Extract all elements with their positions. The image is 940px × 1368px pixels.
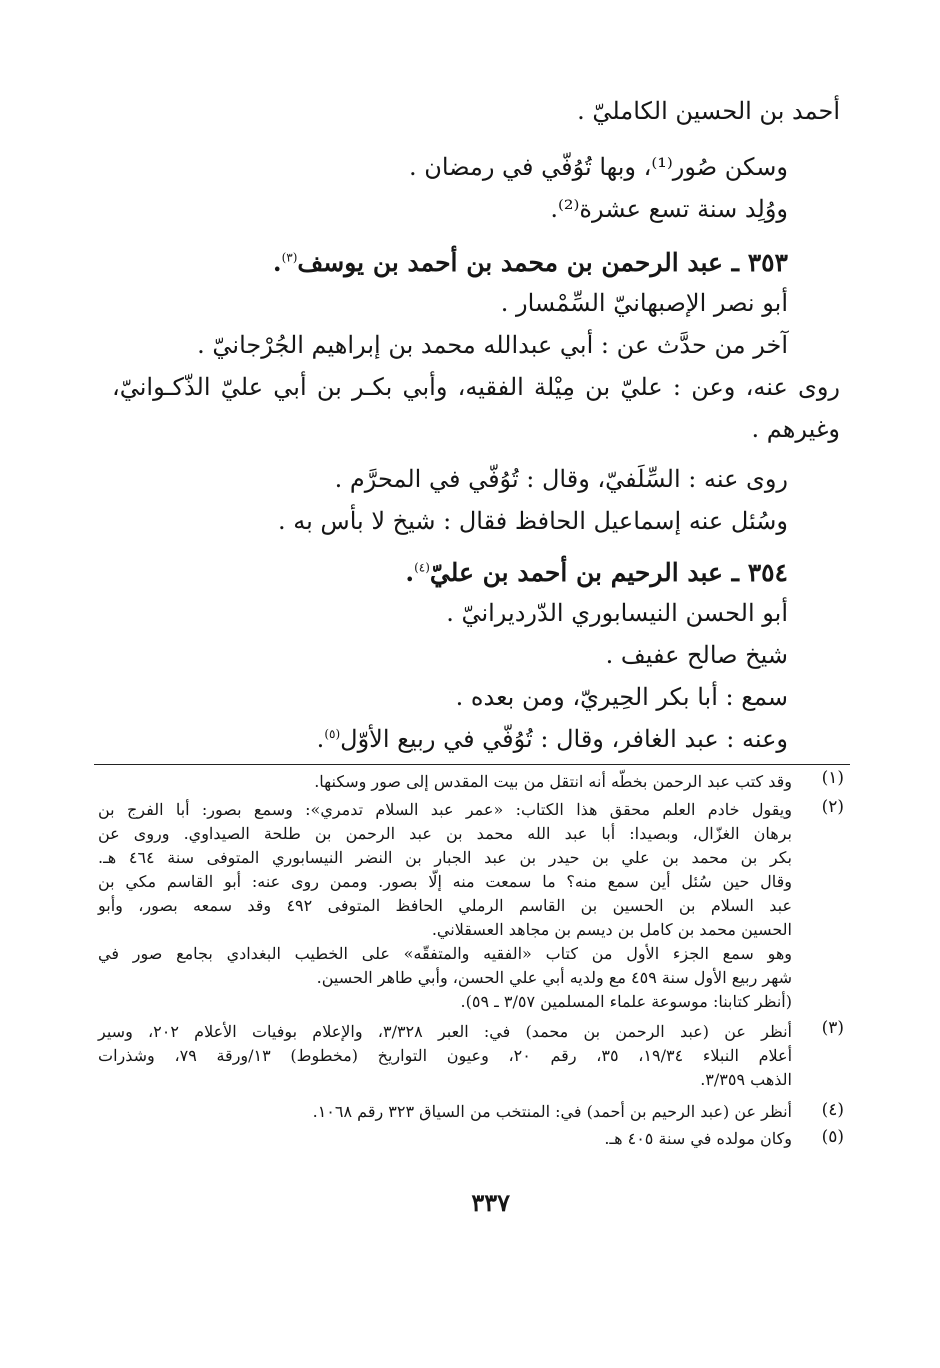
entry-354-heading: ٣٥٤ ـ عبد الرحيم بن أحمد بن عليّ$^{(٤)}$. — [405, 558, 788, 587]
footnote-line: ويقول خادم العلم محقق هذا الكتاب: «عمر عبد السلام تدمري»: وسمع بصور: أبا الفرج بن — [98, 800, 792, 819]
footnote-line: عبد السلام بن الحسين بن القاسم الرملي الحافظ المتوفى ٤٩٢ وقد سمعه بصور، وأبو — [98, 896, 792, 915]
footnote-line: برهان الغزّال، وبصيدا: أبا عبد الله محمد بن عبد الرحمن بن طلحة الصيداوي. وروى عن — [98, 824, 792, 843]
footnote-number: (٤) — [821, 1100, 844, 1120]
footnote-line: وكان مولده في سنة ٤٠٥ هـ. — [604, 1129, 792, 1148]
footnote-ref: (٥) — [324, 727, 341, 741]
footnote-line: أنظر عن (عبد الرحمن بن محمد) في: العبر ٣/٣٢٨، والإعلام بوفيات الأعلام ٢٠٢، وسير — [98, 1022, 792, 1041]
footnote-number: (١) — [821, 768, 844, 788]
text-line: آخر من حدَّث عن : أبي عبدالله محمد بن إبراهيم الجُرْجانيّ . — [197, 331, 788, 359]
text-line: أبو الحسن النيسابوري الدّرديرانيّ . — [446, 599, 788, 627]
footnote-line: وقد كتب عبد الرحمن بخطّه أنه انتقل من بيت المقدس إلى صور وسكنها. — [314, 772, 792, 791]
footnote-ref: (٣) — [281, 250, 298, 265]
footnote-number: (٣) — [821, 1018, 844, 1038]
footnote-ref: (٤) — [414, 560, 430, 575]
footnote-divider — [94, 764, 850, 765]
text-line-body: وعنه : عبد الغافر، وقال : تُوُفّي في ربيع الأوّل — [340, 725, 788, 753]
text-line: وسكن صُور⁽¹⁾، وبها تُوُفّي في رمضان . — [408, 153, 788, 181]
text-line: روى عنه : السِّلَفيّ، وقال : تُوُفّي في المحرَّم . — [334, 465, 788, 493]
text-line: سمع : أبا بكر الحِيريّ، ومن بعده . — [455, 683, 788, 711]
text-line: وعنه : عبد الغافر، وقال : تُوُفّي في ربيع الأوّل$^{(٥)}$. — [316, 725, 788, 753]
footnote-line: (أنظر كتابنا: موسوعة علماء المسلمين ٣/٥٧ ـ ٥٩). — [460, 992, 792, 1011]
text-line: أحمد بن الحسين الكامليّ . — [577, 97, 840, 125]
footnote-line: الحسين محمد بن كامل بن ديسم بن مجاهد العسقلاني. — [431, 920, 792, 939]
entry-heading-text: ٣٥٣ ـ عبد الرحمن بن محمد بن أحمد بن يوسف — [297, 248, 788, 277]
text-line: شيخ صالح عفيف . — [605, 641, 788, 669]
footnote-line: الذهب ٣/٣٥٩. — [700, 1070, 792, 1089]
text-line: أبو نصر الإصبهانيّ السِّمْسار . — [500, 289, 788, 317]
footnote-line: أعلام النبلاء ١٩/٣٤، ٣٥، رقم ٢٠، وعيون التواريخ (مخطوط) ١٣/ورقة ٧٩، وشذرات — [98, 1046, 793, 1065]
text-line: روى عنه، وعن : عليّ بن مِيْلة الفقيه، وأبي بكـر بن أبي عليّ الذّكـوانيّ، — [112, 373, 840, 401]
page-number: ٣٣٧ — [471, 1188, 510, 1217]
text-line: وغيرهم . — [751, 415, 840, 443]
footnote-line: وقال حين سُئل أين سمع منه؟ ما سمعت منه إلّا بصور. وممن روى عنه: أبو القاسم مكي بن — [98, 872, 792, 891]
entry-heading-text: ٣٥٤ ـ عبد الرحيم بن أحمد بن عليّ — [429, 558, 788, 587]
footnote-line: وهو سمع الجزء الأول من كتاب «الفقيه والمتفقّه» على الخطيب البغدادي بجامع صور في — [98, 944, 793, 963]
entry-353-heading: ٣٥٣ ـ عبد الرحمن بن محمد بن أحمد بن يوسف$^{(٣)}$. — [272, 248, 788, 277]
footnote-line: شهر ربيع الأول سنة ٤٥٩ مع ولديه أبي علي الحسن، وأبي طاهر الحسين. — [316, 968, 792, 987]
footnote-line: أنظر عن (عبد الرحيم بن أحمد) في: المنتخب من السياق ٣٢٣ رقم ١٠٦٨. — [312, 1102, 792, 1121]
text-line: ووُلِد سنة تسع عشرة⁽²⁾. — [550, 195, 788, 223]
footnote-line: بكر بن محمد بن علي بن حيدر بن عبد الجبار بن النضر النيسابوري المتوفى سنة ٤٦٤ هـ. — [98, 848, 793, 867]
text-line: وسُئل عنه إسماعيل الحافظ فقال : شيخ لا بأس به . — [277, 507, 788, 535]
footnote-number: (٥) — [821, 1127, 844, 1147]
footnote-number: (٢) — [821, 797, 844, 817]
